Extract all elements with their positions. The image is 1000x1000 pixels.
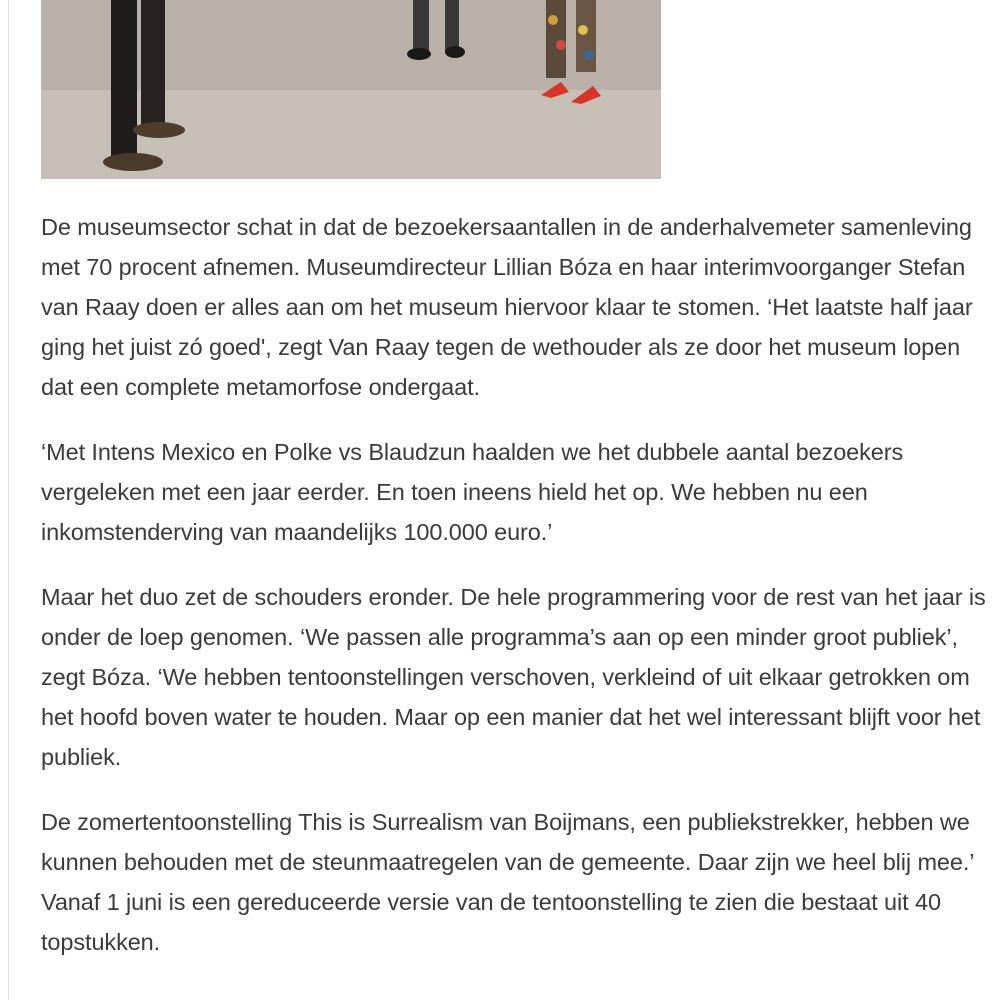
- page-edge-rule: [8, 0, 9, 1000]
- article-body: [41, 207, 996, 987]
- article-paragraph: De zomertentoonstelling This is Surrealism van Boijmans, een publiekstrekker, hebben we kunnen behouden met de steunmaatregelen van de gemeente. Daar zijn we heel blij mee.’ Vanaf 1 juni is een gereduceerde versie van de tentoonstelling te zien die bestaat uit 40 topstukken.: [41, 809, 974, 955]
- article-paragraph: Maar het duo zet de schouders eronder. De hele programmering voor de rest van het jaar is onder de loep genomen. ‘We passen alle programma’s aan op een minder groot publiek’, zegt Bóza. ‘We hebben tentoonstellingen verschoven, verkleind of uit elkaar getrokken om het hoofd boven water te houden. Maar op een manier dat het wel interessant blijft voor het publiek.: [41, 584, 986, 770]
- article-paragraph: ‘Met Intens Mexico en Polke vs Blaudzun haalden we het dubbele aantal bezoekers vergeleken met een jaar eerder. En toen ineens hield het op. We hebben nu een inkomstenderving van maandelijks 100.000 euro.’: [41, 439, 904, 545]
- museum-visitors-photo-icon: [41, 0, 661, 179]
- article-photo: [41, 0, 661, 179]
- article-paragraph: De museumsector schat in dat de bezoekersaantallen in de anderhalvemeter samenleving met 70 procent afnemen. Museumdirecteur Lillian Bóza en haar interimvoorganger Stefan van Raay doen er alles aan om het museum hiervoor klaar te stomen. ‘Het laatste half jaar ging het juist zó goed', zegt Van Raay tegen de wethouder als ze door het museum lopen dat een complete metamorfose ondergaat.: [41, 214, 973, 400]
